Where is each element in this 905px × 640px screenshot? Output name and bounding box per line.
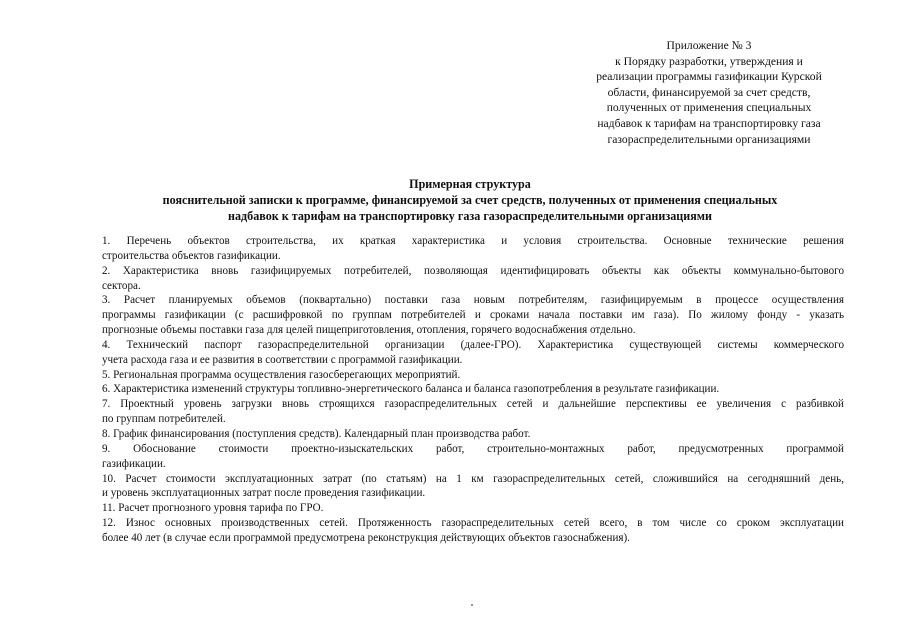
appendix-line: реализации программы газификации Курской	[596, 70, 822, 84]
item-line: 5. Региональная программа осуществления газосберегающих мероприятий.	[102, 368, 461, 381]
item-line: газификации.	[102, 457, 166, 470]
appendix-line: к Порядку разработки, утверждения и	[615, 54, 803, 68]
document-title	[90, 176, 850, 224]
appendix-line: Приложение № 3	[666, 39, 752, 52]
list-item	[88, 427, 844, 442]
item-line: 2. Характеристика вновь газифицируемых потребителей, позволяющая идентифицировать объекты как объекты коммунально-бытового	[102, 264, 844, 277]
item-line: более 40 лет (в случае если программой предусмотрена реконструкция действующих объектов газоснабжения).	[102, 531, 630, 544]
item-line: 7. Проектный уровень загрузки вновь строящихся газораспределительных сетей и дальнейшие перспективы ее увеличения с разбивкой	[102, 398, 844, 411]
item-line: 9. Обоснование стоимости проектно-изыскательских работ, строительно-монтажных работ, предусмотренных программой	[102, 442, 844, 455]
item-line: прогнозные объемы поставки газа для целей пищеприготовления, отопления, горячего водоснабжения отдельно.	[102, 324, 636, 337]
appendix-line: газораспределительными организациями	[607, 132, 811, 146]
appendix-line: полученных от применения специальных	[606, 101, 812, 115]
list-item	[88, 293, 844, 338]
title-line-2: пояснительной записки к программе, финансируемой за счет средств, полученных от применения специальных	[162, 193, 778, 207]
item-line: строительства объектов газификации.	[102, 249, 281, 262]
item-line: и уровень эксплуатационных затрат после проведения газификации.	[102, 487, 426, 500]
appendix-line: надбавок к тарифам на транспортировку газа	[597, 116, 821, 130]
item-line: 6. Характеристика изменений структуры топливно-энергетического баланса и баланса газопотребления в результате газификации.	[102, 383, 720, 396]
item-line: 11. Расчет прогнозного уровня тарифа по ГРО.	[102, 502, 324, 515]
scan-speck	[471, 604, 473, 606]
list-item	[88, 264, 844, 294]
item-line: по группам потребителей.	[102, 413, 226, 426]
item-line: 12. Износ основных производственных сетей. Протяженность газораспределительных сетей всего, в том числе со сроком эксплуатации	[102, 517, 844, 530]
item-line: сектора.	[102, 279, 141, 292]
list-item	[88, 368, 844, 383]
list-item	[88, 234, 844, 264]
list-item	[88, 516, 844, 546]
appendix-header	[575, 38, 843, 147]
title-line-1: Примерная структура	[409, 177, 531, 191]
item-line: 3. Расчет планируемых объемов (поквартально) поставки газа новым потребителям, газифицируемым в процессе осуществления	[102, 294, 844, 307]
item-line: программы газификации (с расшифровкой по группам потребителей и сроками начала поставки им газа). По жилому фонду - указать	[102, 309, 844, 322]
item-line: 10. Расчет стоимости эксплуатационных затрат (по статьям) на 1 км газораспределительных сетей, сложившийся на сегодняшний день,	[102, 472, 844, 485]
list-item	[88, 501, 844, 516]
appendix-line: области, финансируемой за счет средств,	[607, 85, 811, 99]
list-item	[88, 472, 844, 502]
list-item	[88, 442, 844, 472]
item-line: учета расхода газа и ее развития в соответствии с программой газификации.	[102, 353, 463, 366]
item-line: 1. Перечень объектов строительства, их краткая характеристика и условия строительства. Основные технические решения	[102, 235, 844, 247]
title-line-3: надбавок к тарифам на транспортировку газа газораспределительными организациями	[228, 209, 712, 223]
item-line: 8. График финансирования (поступления средств). Календарный план производства работ.	[102, 427, 531, 440]
document-body	[88, 234, 844, 546]
list-item	[88, 397, 844, 427]
list-item	[88, 338, 844, 368]
item-line: 4. Технический паспорт газораспределительной организации (далее-ГРО). Характеристика существующей системы коммерческого	[102, 338, 844, 351]
list-item	[88, 382, 844, 397]
